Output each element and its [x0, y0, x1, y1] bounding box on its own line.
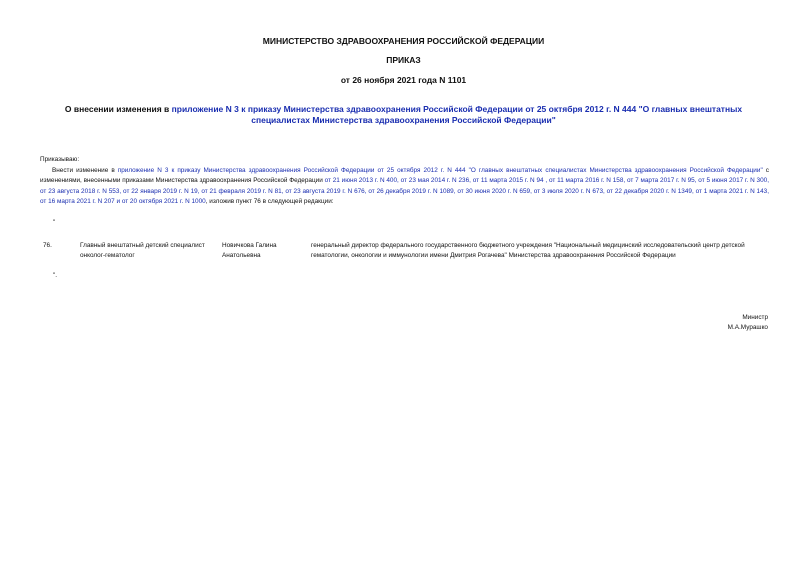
- quote-open: ": [53, 219, 56, 226]
- orders-label: Приказываю:: [40, 156, 80, 163]
- row-organization: генеральный директор федерального государственного бюджетного учреждения "Национальный медицинский исследовательский центр детской гематологии, онкологии и иммунологии имени Дмитрия Рогачева" Министерства здравоохранения Российской Федерации: [311, 242, 745, 259]
- row-position: Главный внештатный детский специалист онколог-гематолог: [80, 242, 205, 259]
- subject-link[interactable]: приложение N 3 к приказу Министерства здравоохранения Российской Федерации от 25 октября 2012 г. N 444 "О главных внештатных специалистах Министерства здравоохранения Российской Федерации": [171, 104, 743, 125]
- main-paragraph: [40, 166, 769, 208]
- quote-close: ".: [53, 272, 58, 279]
- row-person-name: Новичкова Галина Анатольевна: [222, 242, 277, 259]
- signature-name: М.А.Мурашко: [727, 324, 768, 331]
- para-link-amendments[interactable]: от 21 июня 2013 г. N 400, от 23 мая 2014 г. N 236, от 11 марта 2015 г. N 94 , от 11 марта 2016 г. N 158, от 7 марта 2017 г. N 95, от 5 июня 2017 г. N 300, от 23 августа 2018 г. N 553, от 22 января 2019 г. N 19, от 21 февраля 2019 г. N 81, от 23 августа 2019 г. N 676, от 26 декабря 2019 г. N 1089, от 30 июня 2020 г. N 659, от 3 июля 2020 г. N 673, от 22 декабря 2020 г. N 1349, от 1 марта 2021 г. N 143, от 16 марта 2021 г. N 207 и от 20 октября 2021 г. N 1000: [40, 177, 769, 206]
- subject-prefix: О внесении изменения в: [64, 104, 172, 114]
- row-number: 76.: [43, 242, 52, 249]
- signature-title: Министр: [742, 314, 768, 321]
- order-subject: [40, 104, 767, 126]
- para-link-appendix[interactable]: приложение N 3 к приказу Министерства здравоохранения Российской Федерации от 25 октября 2012 г. N 444 "О главных внештатных специалистах Министерства здравоохранения Российской Федерации": [117, 167, 763, 174]
- para-middle: с изменениями, внесенными приказами Министерства здравоохранения Российской Федерации: [40, 167, 769, 185]
- ministry-heading: МИНИСТЕРСТВО ЗДРАВООХРАНЕНИЯ РОССИЙСКОЙ ФЕДЕРАЦИИ: [262, 36, 545, 46]
- order-date-number: от 26 ноября 2021 года N 1101: [340, 75, 467, 85]
- para-suffix: , изложив пункт 76 в следующей редакции:: [205, 198, 334, 206]
- signature-block: [728, 313, 768, 333]
- para-prefix: Внести изменение в: [52, 167, 118, 174]
- document-type: ПРИКАЗ: [386, 55, 421, 65]
